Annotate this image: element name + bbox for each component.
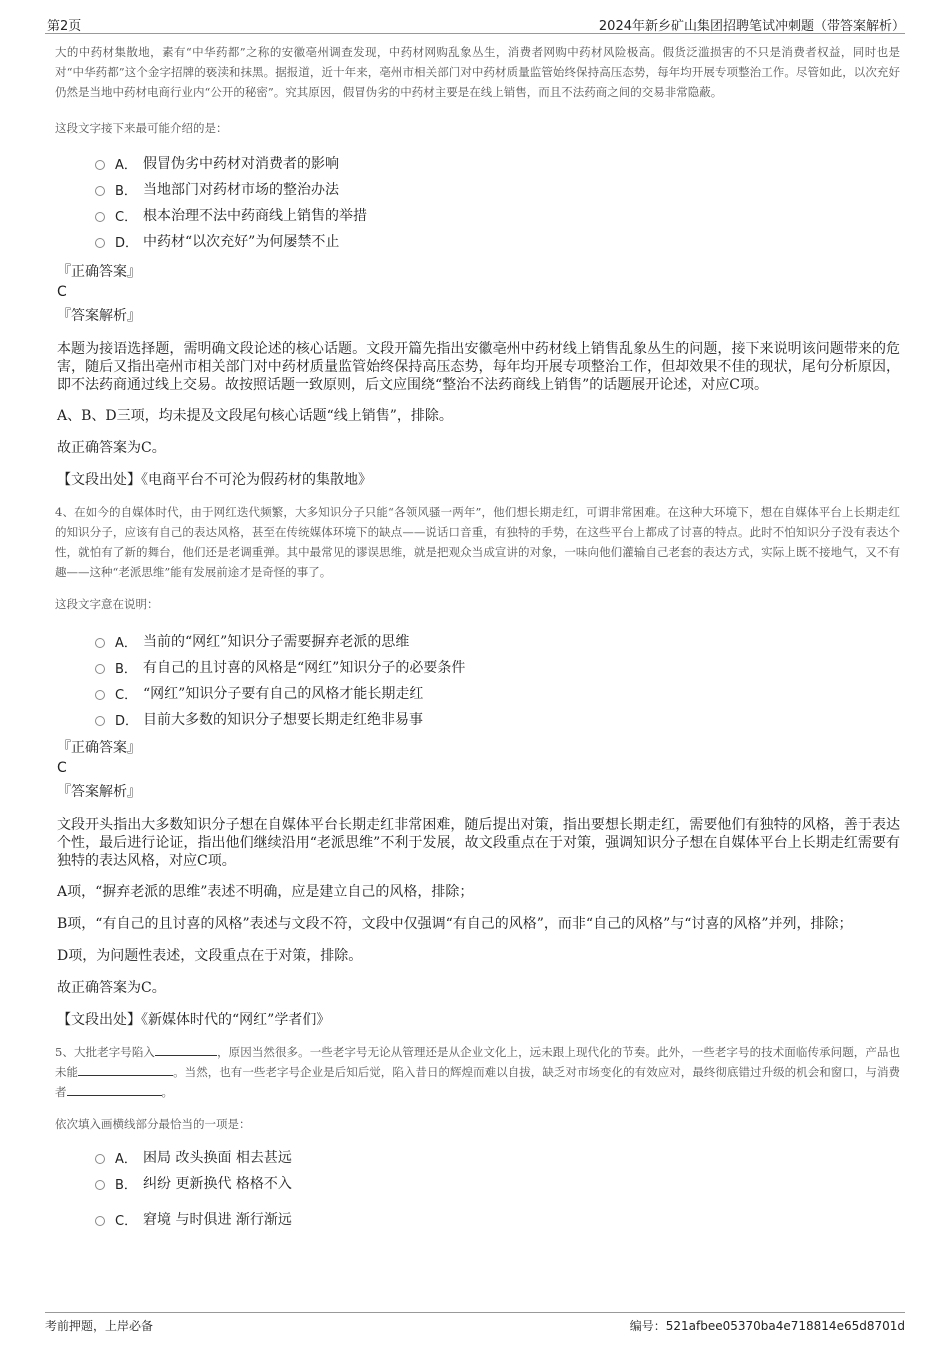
q4-analysis: 文段开头指出大多数知识分子想在自媒体平台长期走红非常困难，随后提出对策，指出要想长期走红，需要他们有独特的风格，善于表达个性，最后进行论证，指出他们继续沿用“老派思维”不利于发展，故文段重点在于对策，强调知识分子想在自媒体平台上长期走红需要有独特的表达风格，对应C项。 [57, 817, 900, 869]
q4-analysis-title: 『答案解析』 [57, 784, 141, 800]
q4-extra-a: A项，“摒弃老派的思维”表述不明确，应是建立自己的风格，排除； [57, 884, 474, 900]
q3-option-d[interactable]: D． 中药材“以次充好”为何屡禁不止 [95, 228, 900, 254]
q3-source: 【文段出处】《电商平台不可沦为假药材的集散地》 [57, 472, 372, 488]
q3-analysis-title: 『答案解析』 [57, 308, 141, 324]
radio-icon[interactable] [95, 212, 105, 222]
q3-analysis: 本题为接语选择题，需明确文段论述的核心话题。文段开篇先指出安徽亳州中药材线上销售乱象丛生的问题，接下来说明该问题带来的危害，随后又指出亳州市相关部门对中药材质量监管始终保持高压态势，每年均开展专项整治工作，但却效果不佳的现状，尾句分析原因，即不法药商通过线上交易。故按照话题一致原则，后文应围绕“整治不法药商线上销售”的话题展开论述，对应C项。 [57, 341, 900, 393]
radio-icon[interactable] [95, 1154, 105, 1164]
radio-icon[interactable] [95, 186, 105, 196]
q5-option-c[interactable]: C． 窘境 与时俱进 渐行渐远 [95, 1206, 900, 1232]
q4-option-b[interactable]: B． 有自己的且讨喜的风格是“网红”知识分子的必要条件 [95, 654, 900, 680]
q4-options [95, 628, 900, 732]
radio-icon[interactable] [95, 664, 105, 674]
q4-extra-b: B项，“有自己的且讨喜的风格”表述与文段不符，文段中仅强调“有自己的风格”，而非“自己的风格”与“讨喜的风格”并列，排除； [57, 916, 853, 932]
q5-question: 依次填入画横线部分最恰当的一项是： [55, 1117, 251, 1131]
q3-extra-1: A、B、D三项，均未提及文段尾句核心话题“线上销售”，排除。 [57, 408, 453, 424]
radio-icon[interactable] [95, 690, 105, 700]
radio-icon[interactable] [95, 1180, 105, 1190]
blank-1 [155, 1044, 217, 1056]
page-header [45, 12, 905, 34]
radio-icon[interactable] [95, 1216, 105, 1226]
q4-option-a[interactable]: A． 当前的“网红”知识分子需要摒弃老派的思维 [95, 628, 900, 654]
q3-option-b[interactable]: B． 当地部门对药材市场的整治办法 [95, 176, 900, 202]
q3-passage: 大的中药材集散地，素有“中华药都”之称的安徽亳州调查发现，中药材网购乱象丛生，消费者网购中药材风险极高。假货泛滥损害的不只是消费者权益，同时也是对“中华药都”这个金字招牌的亵渎和抹黑。据报道，近十年来，亳州市相关部门对中药材质量监管始终保持高压态势，每年均开展专项整治工作。尽管如此，以次充好仍然是当地中药材电商行业内“公开的秘密”。究其原因，假冒伪劣的中药材主要是在线上销售，而且不法药商之间的交易非常隐蔽。 [55, 45, 900, 99]
footer-slogan: 考前押题，上岸必备 [45, 1319, 154, 1333]
q3-option-c[interactable]: C． 根本治理不法中药商线上销售的举措 [95, 202, 900, 228]
page-footer [45, 1312, 905, 1337]
q4-answer: C [57, 760, 67, 776]
radio-icon[interactable] [95, 238, 105, 248]
q4-source: 【文段出处】《新媒体时代的“网红”学者们》 [57, 1012, 331, 1028]
blank-3 [67, 1084, 162, 1096]
q5-passage: 5、大批老字号陷入 ，原因当然很多。一些老字号无论从管理还是从企业文化上，远未跟上现代化的节奏。此外，一些老字号的技术面临传承问题，产品也未能 。当然，也有一些老字号企业是后知后觉，陷入昔日的辉煌而难以自拔，缺乏对市场变化的有效应对，最终彻底错过升级的机会和窗口，与消费者 。 [55, 1045, 900, 1099]
q4-question: 这段文字意在说明： [55, 597, 159, 611]
radio-icon[interactable] [95, 716, 105, 726]
q3-option-a[interactable]: A． 假冒伪劣中药材对消费者的影响 [95, 150, 900, 176]
q3-question: 这段文字接下来最可能介绍的是： [55, 121, 228, 135]
q4-passage: 4、在如今的自媒体时代，由于网红迭代频繁，大多知识分子只能“各领风骚一两年”，他们想长期走红，可谓非常困难。在这种大环境下，想在自媒体平台上长期走红的知识分子，应该有自己的表达风格，甚至在传统媒体环境下的缺点——说话口音重，有独特的手势，在这些平台上都成了讨喜的特点。此时不怕知识分子没有表达个性，就怕有了新的舞台，他们还是老调重弹。其中最常见的谬误思维，就是把观众当成宣讲的对象，一味向他们灌输自己老套的表达方式，实际上既不接地气，又不有趣——这种“老派思维”能有发展前途才是奇怪的事了。 [55, 505, 900, 579]
q5-option-b[interactable]: B． 纠纷 更新换代 格格不入 [95, 1170, 900, 1196]
q3-extra-2: 故正确答案为C。 [57, 440, 166, 456]
blank-2 [78, 1064, 173, 1076]
page-content [55, 42, 900, 1232]
q4-option-d[interactable]: D． 目前大多数的知识分子想要长期走红绝非易事 [95, 706, 900, 732]
document-title: 2024年新乡矿山集团招聘笔试冲刺题（带答案解析） [598, 19, 905, 34]
q4-extra-d: D项，为问题性表述，文段重点在于对策，排除。 [57, 948, 363, 964]
q4-option-c[interactable]: C． “网红”知识分子要有自己的风格才能长期走红 [95, 680, 900, 706]
radio-icon[interactable] [95, 638, 105, 648]
page-number: 第2页 [47, 19, 82, 34]
q4-extra-final: 故正确答案为C。 [57, 980, 166, 996]
q3-options [95, 150, 900, 254]
radio-icon[interactable] [95, 160, 105, 170]
q5-option-a[interactable]: A． 困局 改头换面 相去甚远 [95, 1144, 900, 1170]
document-code: 编号：521afbee05370ba4e718814e65d8701d [629, 1319, 905, 1333]
q3-answer: C [57, 284, 67, 300]
q5-options [95, 1144, 900, 1232]
q4-answer-title: 『正确答案』 [57, 740, 141, 756]
q3-answer-title: 『正确答案』 [57, 264, 141, 280]
